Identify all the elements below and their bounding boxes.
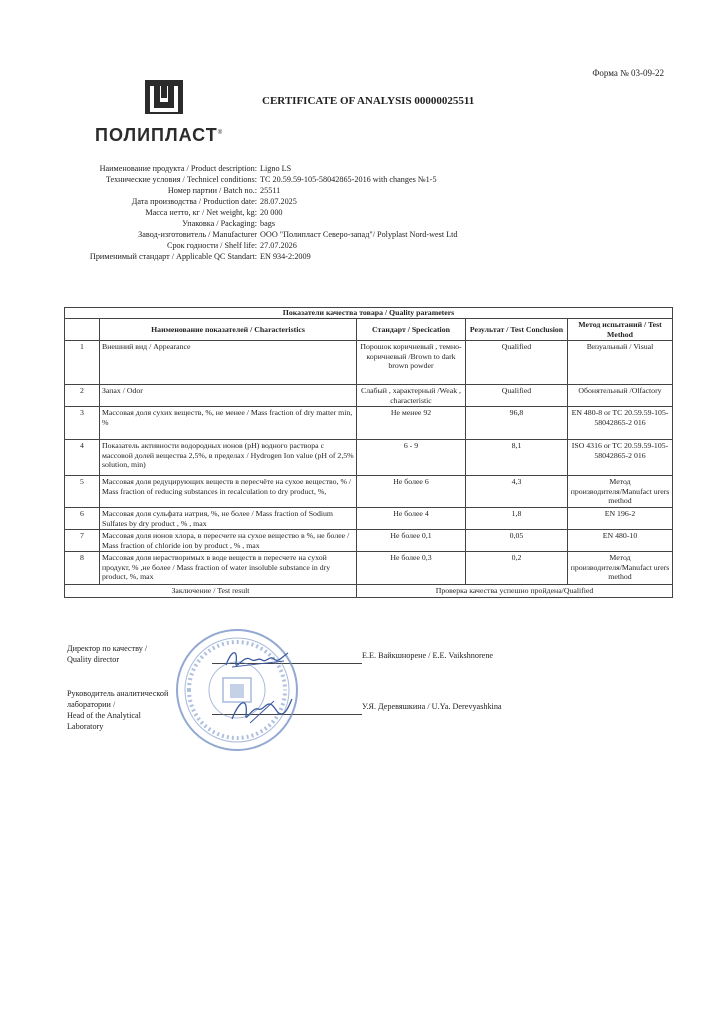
logo-wordmark: ПОЛИПЛАСТ®: [95, 125, 224, 145]
info-row-product: Наименование продукта / Product description: Ligno LS: [99, 164, 292, 173]
info-row-shelf-life: Срок годности / Shelf life: 27.07.2026: [166, 241, 297, 250]
head-signature-icon: [226, 693, 296, 729]
conclusion-row: [65, 585, 673, 598]
director-title: Директор по качеству / Quality director: [67, 644, 148, 664]
info-row-net-weight: Масса нетто, кг / Net weight, kg: 20 000: [145, 208, 283, 217]
director-name: Е.Е. Вайкшнорене / E.E. Vaikshnorene: [362, 651, 494, 660]
table-title: Показатели качества товара / Quality parameters: [65, 308, 673, 319]
director-signature-icon: [222, 645, 292, 675]
table-row: 1 Внешний вид / Appearance Порошок коричневый , темно-коричневый /Brown to dark brown powder Qualified Визуальный / Visual: [65, 341, 673, 385]
quality-parameters-table: [64, 307, 673, 598]
info-row-batch: Номер партии / Batch no.: 25511: [167, 186, 281, 195]
head-name: У.Я. Деревяшкина / U.Ya. Derevyashkina: [362, 702, 502, 711]
company-logo: [95, 80, 235, 146]
info-row-production-date: Дата производства / Production date: 28.07.2025: [131, 197, 297, 206]
certificate-title: CERTIFICATE OF ANALYSIS 00000025511: [262, 95, 475, 107]
table-row: 2 Запах / Odor Слабый , характерный /Weak , characteristic Qualified Обонятельный /Olfactory: [65, 385, 673, 407]
head-title: Руководитель аналитической лаборатории / Head of the Analytical Laboratory: [67, 689, 169, 731]
info-row-standard: Применимый стандарт / Applicable QC Standart: EN 934-2:2009: [89, 252, 311, 261]
table-row: 6 Массовая доля сульфата натрия, %, не более / Mass fraction of Sodium Sulfates by dry product , % , max Не более 4 1,8 EN 196-2: [65, 508, 673, 530]
table-row: 7 Массовая доля ионов хлора, в пересчете на сухое вещество в %, не более / Mass fraction of chloride ion by product , % , max Не более 0,1 0,05 EN 480-10: [65, 530, 673, 552]
logo-mark-icon: [145, 80, 183, 114]
conclusion-value: Проверка качества успешно пройдена/Qualified: [357, 585, 673, 598]
table-row: 8 Массовая доля нерастворимых в воде веществ в пересчете на сухой продукт, % ,не более / Mass fraction of water insoluble substance in dry product, %, max Не более 0,3 0,2 Метод производителя/Manufact urers method: [65, 552, 673, 585]
header-characteristics: Наименование показателей / Characteristics: [100, 319, 357, 341]
header-number: [65, 319, 100, 341]
info-row-manufacturer: Завод-изготовитель / Manufacturer ООО "Полипласт Северо-запад"/ Polyplast Nord-west Ltd: [138, 230, 458, 239]
conclusion-label: Заключение / Test result: [65, 585, 357, 598]
info-row-conditions: Технические условия / Technicel conditions: TC 20.59.59-105-58042865-2016 with changes №1-5: [105, 175, 437, 184]
table-header-row: [65, 319, 673, 341]
table-row: 5 Массовая доля редуцирующих веществ в пересчёте на сухое вещество, % / Mass fraction of reducing substances in recalculation to dry product, %, Не более 6 4,3 Метод производителя/Manufact urers method: [65, 476, 673, 508]
info-row-packaging: Упаковка / Packaging: bags: [182, 219, 276, 228]
product-info: [20, 163, 620, 262]
header-method: Метод испытаний / Test Method: [568, 319, 673, 341]
header-result: Результат / Test Conclusion: [466, 319, 568, 341]
table-row: 3 Массовая доля сухих веществ, %, не менее / Mass fraction of dry matter min, % Не менее 92 96,8 EN 480-8 or TC 20.59.59-105-58042865-2 016: [65, 407, 673, 440]
header-standard: Стандарт / Specication: [357, 319, 466, 341]
form-number: Форма № 03-09-22: [592, 68, 664, 78]
table-row: 4 Показатель активности водородных ионов (рН) водного раствора с массовой долей вещества 2,5%, в пределах / Hydrogen Ion value (pH of 2,5% solution, min) 6 - 9 8,1 ISO 4316 or TC 20.59.59-105-58042865-2 016: [65, 440, 673, 476]
